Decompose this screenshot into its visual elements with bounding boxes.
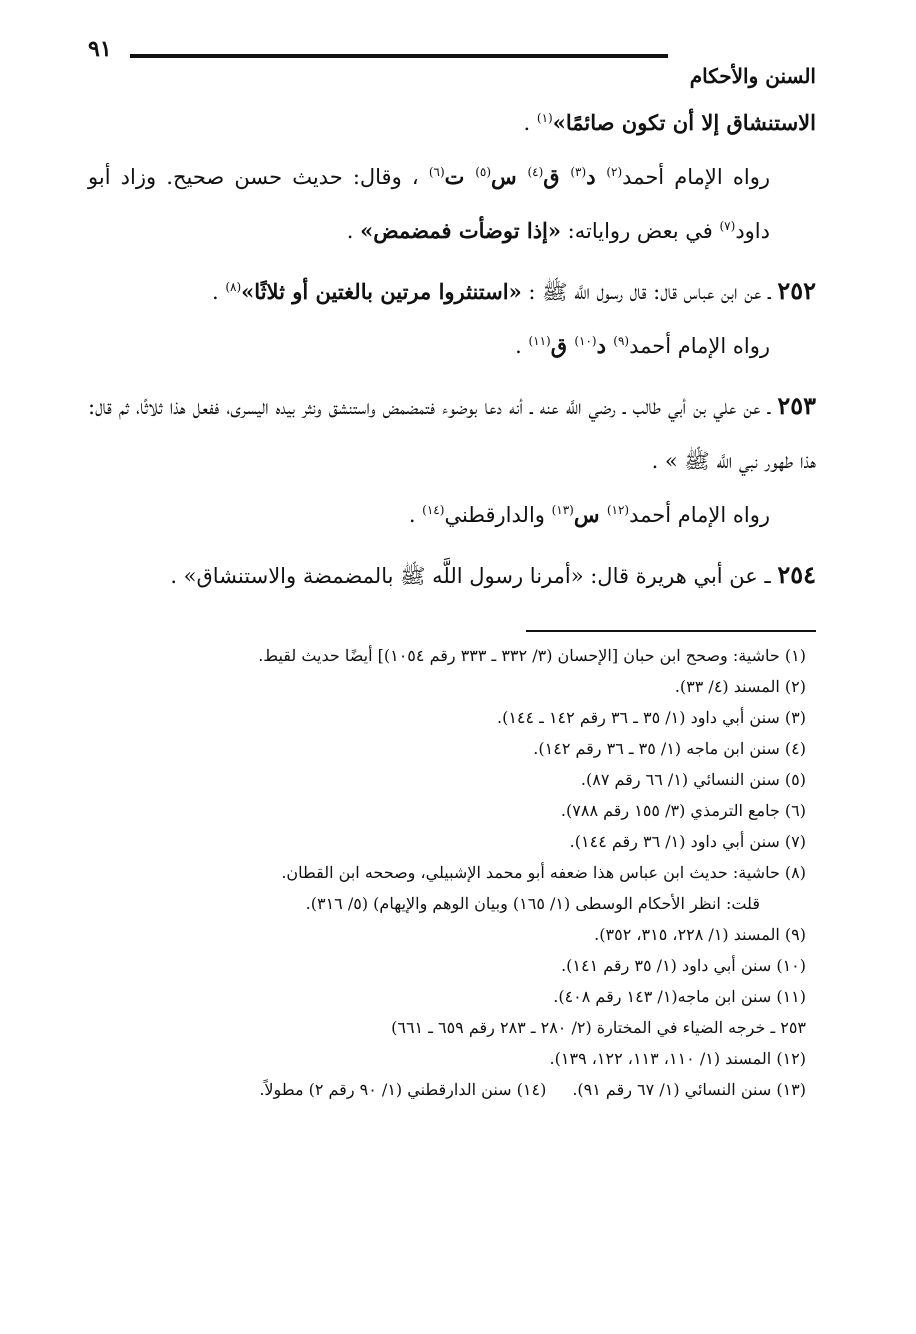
footnote: (٥) سنن النسائي (١/ ٦٦ رقم ٨٧).: [580, 770, 806, 789]
hadith-quote: «استنثروا مرتين بالغتين أو ثلاثًا»: [241, 279, 522, 304]
footnote-comment: قلت: انظر الأحكام الوسطى (١/ ١٦٥) وبيان الوهم والإيهام) (٥/ ٣١٦).: [305, 894, 760, 913]
hadith-number: ٢٥٣: [777, 391, 816, 420]
source-symbol: د: [586, 164, 607, 189]
footnote-separator: [526, 630, 816, 632]
takhrij-text: رواه الإمام أحمد: [622, 165, 770, 189]
source-symbol: د: [596, 333, 614, 358]
footnote: (١) حاشية: وصحح ابن حبان [الإحسان (٣/ ٣٣٢ ـ ٣٣٣ رقم ١٠٥٤)] أيضًا حديث لقيط.: [258, 646, 806, 665]
footnote-ref: (٨): [225, 280, 242, 294]
footnote-ref: (١٠): [574, 334, 597, 348]
hadith-text: ـ عن أبي هريرة قال: «أمرنا رسول اللَّه ﷺ بالمضمضة والاستنشاق» .: [170, 564, 778, 588]
hadith-text: الاستنشاق إلا أن تكون صائمًا»: [552, 110, 816, 135]
footnote: (١١) سنن ابن ماجه(١/ ١٤٣ رقم ٤٠٨).: [553, 987, 806, 1006]
footnote-ref: (٣): [570, 165, 587, 179]
takhrij-252: [88, 319, 816, 373]
footnote: (٣) سنن أبي داود (١/ ٣٥ ـ ٣٦ رقم ١٤٢ ـ ١٤٤).: [496, 708, 806, 727]
footnote: (٩) المسند (١/ ٢٢٨، ٣١٥، ٣٥٢).: [594, 925, 806, 944]
footnote: (٦) جامع الترمذي (٣/ ١٥٥ رقم ٧٨٨).: [560, 801, 806, 820]
footnote: (١٤) سنن الدارقطني (١/ ٩٠ رقم ٢) مطولاً.: [259, 1080, 547, 1099]
running-title: السنن والأحكام: [689, 64, 816, 88]
hadith-intro: ـ عن ابن عباس قال: قال رسول اللَّه ﷺ :: [521, 280, 778, 304]
source-symbol: س: [573, 502, 607, 527]
takhrij-text: في بعض رواياته:: [561, 219, 720, 243]
footnote-ref: (١١): [528, 334, 551, 348]
punctuation: .: [346, 219, 361, 243]
hadith-254: [88, 548, 816, 603]
footnote: (١٣) سنن النسائي (١/ ٦٧ رقم ٩١).: [572, 1080, 806, 1099]
page-header: [88, 30, 816, 90]
footnote-ref: (٦): [428, 165, 445, 179]
takhrij-text: رواه الإمام أحمد: [629, 503, 770, 527]
footnote: (٤) سنن ابن ماجه (١/ ٣٥ ـ ٣٦ رقم ١٤٢).: [533, 739, 806, 758]
punctuation: .: [523, 111, 537, 135]
hadith-252: [88, 264, 816, 319]
footnote: (٢) المسند (٤/ ٣٣).: [674, 677, 806, 696]
hadith-text: ـ عن علي بن أبي طالب ـ رضي اللَّه عنه ـ أنه دعا بوضوء فتمضمض واستنشق ونثر بيده اليسرى، ففعل هذا ثلاثًا، ثم قال: هذا طهور نبي اللَّه ﷺ » .: [88, 395, 816, 473]
footnote-ref: (٤): [527, 165, 544, 179]
footnote-ref: (٩): [613, 334, 630, 348]
hadith-number: ٢٥٢: [777, 276, 816, 305]
footnote-pair: [110, 1074, 806, 1105]
footnote-ref: (٥): [475, 165, 492, 179]
source-symbol: ق: [543, 164, 571, 189]
punctuation: .: [211, 280, 226, 304]
main-text: [88, 96, 816, 603]
header-rule: [130, 54, 668, 58]
footnote: (٧) سنن أبي داود (١/ ٣٦ رقم ١٤٤).: [569, 832, 806, 851]
source-symbol: ق: [550, 333, 575, 358]
footnote: (٨) حاشية: حديث ابن عباس هذا ضعفه أبو محمد الإشبيلي، وصححه ابن القطان.: [281, 863, 806, 882]
page-number: ٩١: [88, 36, 112, 62]
footnote: (١٢) المسند (١/ ١١٠، ١١٣، ١٢٢، ١٣٩).: [549, 1049, 806, 1068]
continuation-line: [88, 96, 816, 150]
hadith-number: ٢٥٤: [777, 560, 816, 589]
takhrij-text: ، وقال: حديث حسن صحيح. وزاد أبو داود: [88, 165, 770, 243]
footnote-ref: (١٣): [551, 503, 574, 517]
punctuation: .: [408, 503, 423, 527]
footnote: (١٠) سنن أبي داود (١/ ٣٥ رقم ١٤١).: [561, 956, 806, 975]
source-symbol: ت: [444, 164, 476, 189]
hadith-quote: «إذا توضأت فمضمض»: [360, 218, 561, 243]
footnote-ref: (٧): [719, 219, 736, 233]
hadith-253: [88, 379, 816, 488]
takhrij-paragraph: [88, 150, 816, 258]
takhrij-text: والدارقطني: [444, 503, 552, 527]
footnote-ref: (٢): [606, 165, 623, 179]
takhrij-text: رواه الإمام أحمد: [629, 334, 770, 358]
footnote-ref: (١٤): [422, 503, 445, 517]
footnote-ref: (١): [536, 111, 553, 125]
punctuation: .: [515, 334, 529, 358]
source-symbol: س: [491, 164, 528, 189]
footnote-hadith-note: ٢٥٣ ـ خرجه الضياء في المختارة (٢/ ٢٨٠ ـ ٢٨٣ رقم ٦٥٩ ـ ٦٦١): [391, 1018, 806, 1037]
footnote-ref: (١٢): [606, 503, 630, 517]
footnotes: [110, 640, 806, 1105]
takhrij-253: [88, 488, 816, 542]
